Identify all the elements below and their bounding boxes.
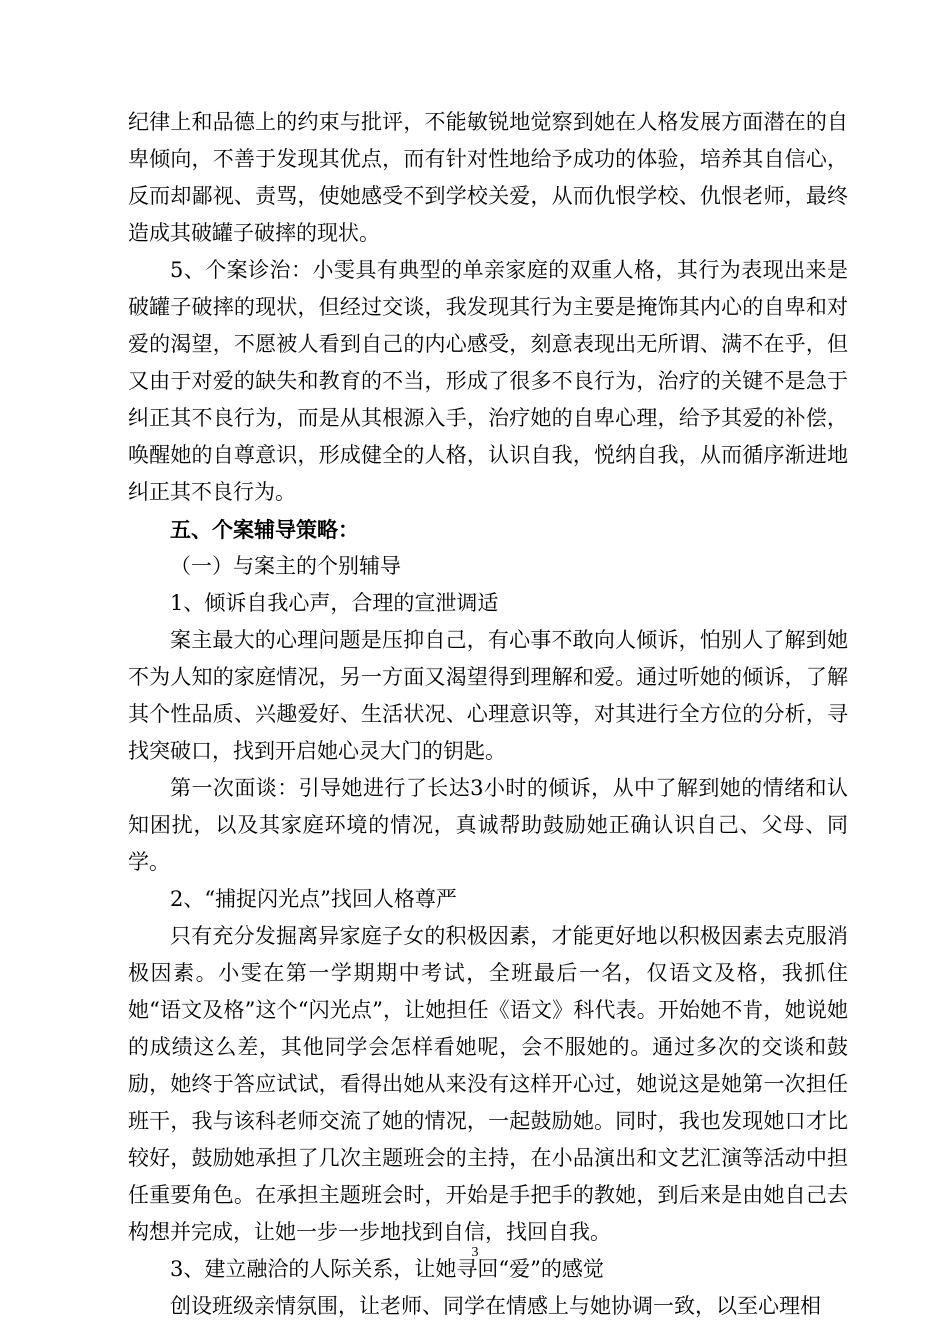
paragraph-confiding: 案主最大的心理问题是压抑自己，有心事不敢向人倾诉，怕别人了解到她不为人知的家庭情况，另一方面又渴望得到理解和爱。通过听她的倾诉，了解其个性品质、兴趣爱好、生活状况、心理意识等，对其进行全方位的分析，寻找突破口，找到开启她心灵大门的钥匙。 — [128, 628, 848, 763]
subsection-heading-individual-counseling: （一）与案主的个别辅导 — [170, 554, 401, 578]
paragraph-case-diagnosis: 5、个案诊治：小雯具有典型的单亲家庭的双重人格，其行为表现出来是破罐子破摔的现状，但经过交谈，我发现其行为主要是掩饰其内心的自卑和对爱的渴望，不愿被人看到自己的内心感受，刻意表现出无所谓、满不在乎，但又由于对爱的缺失和教育的不当，形成了很多不良行为，治疗的关键不是急于纠正其不良行为，而是从其根源入手，治疗她的自卑心理，给予其爱的补偿，唤醒她的自尊意识，形成健全的人格，认识自我，悦纳自我，从而循序渐进地纠正其不良行为。 — [128, 258, 848, 504]
paragraph-class-atmosphere: 创设班级亲情氛围，让老师、同学在情感上与她协调一致，以至心理相 — [170, 1294, 821, 1318]
item-heading-1: 1、倾诉自我心声，合理的宣泄调适 — [170, 591, 499, 615]
item-heading-3: 3、建立融洽的人际关系，让她寻回“爱”的感觉 — [170, 1257, 604, 1281]
paragraph-bright-spot: 只有充分发掘离异家庭子女的积极因素，才能更好地以积极因素去克服消极因素。小雯在第一学期期中考试，全班最后一名，仅语文及格，我抓住她“语文及格”这个“闪光点”，让她担任《语文》科代表。开始她不肯，她说她的成绩这么差，其他同学会怎样看她呢，会不服她的。通过多次的交谈和鼓励，她终于答应试试，看得出她从来没有这样开心过，她说这是她第一次担任班干，我与该科老师交流了她的情况，一起鼓励她。同时，我也发现她口才比较好，鼓励她承担了几次主题班会的主持，在小品演出和文艺汇演等活动中担任重要角色。在承担主题班会时，开始是手把手的教她，到后来是由她自己去构想并完成，让她一步一步地找到自信，找回自我。 — [128, 924, 848, 1244]
item-heading-2: 2、“捕捉闪光点”找回人格尊严 — [170, 887, 457, 911]
page-number: 3 — [471, 1245, 479, 1260]
section-heading-counseling-strategy: 五、个案辅导策略： — [170, 517, 359, 542]
paragraph-first-interview: 第一次面谈：引导她进行了长达3小时的倾诉，从中了解到她的情绪和认知困扰，以及其家庭环境的情况，真诚帮助鼓励她正确认识自己、父母、同学。 — [128, 776, 848, 874]
paragraph-continued: 纪律上和品德上的约束与批评，不能敏锐地觉察到她在人格发展方面潜在的自卑倾向，不善于发现其优点，而有针对性地给予成功的体验，培养其自信心，反而却鄙视、责骂，使她感受不到学校关爱，从而仇恨学校、仇恨老师，最终造成其破罐子破摔的现状。 — [128, 110, 848, 245]
document-body — [128, 104, 848, 1325]
